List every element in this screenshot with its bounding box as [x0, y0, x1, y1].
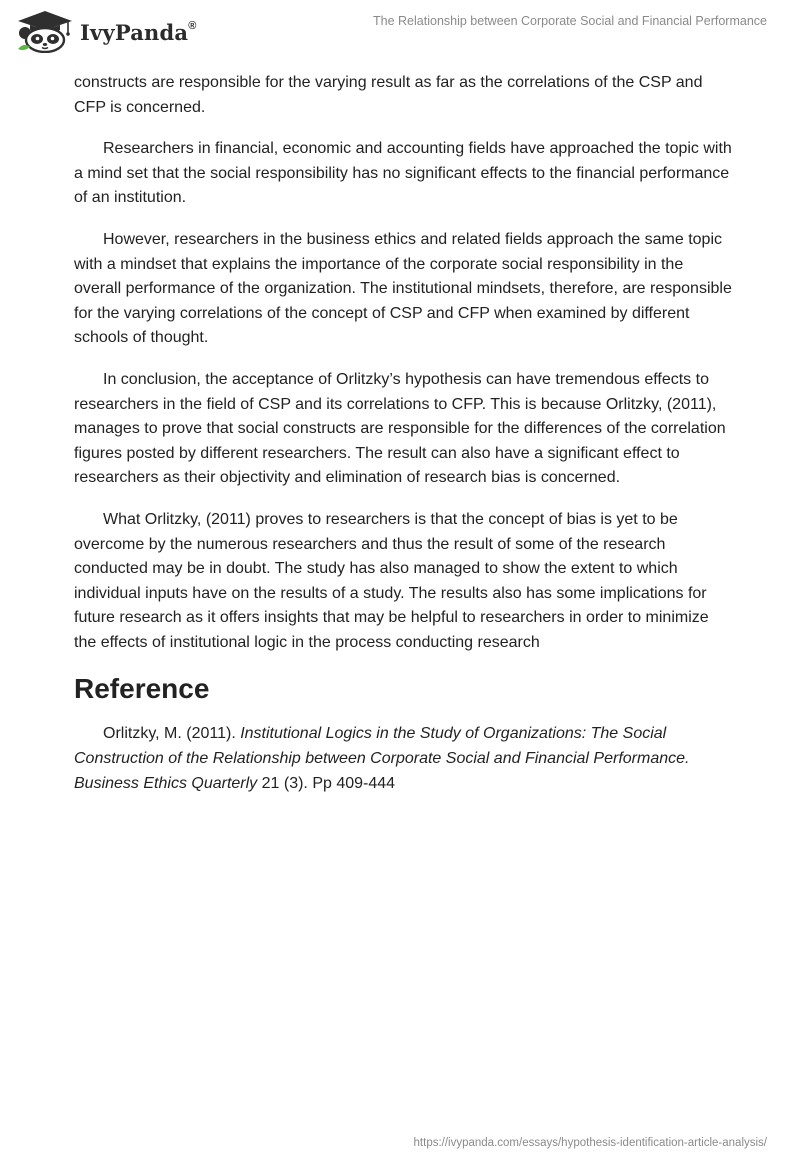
- reference-details: 21 (3). Pp 409-444: [257, 774, 396, 792]
- running-title: The Relationship between Corporate Social and Financial Performance: [373, 14, 767, 28]
- brand-name: IvyPanda®: [80, 19, 197, 45]
- reference-author-year: Orlitzky, M. (2011).: [103, 725, 241, 743]
- page-header: [0, 0, 800, 62]
- source-url[interactable]: https://ivypanda.com/essays/hypothesis-identification-article-analysis/: [413, 1137, 767, 1149]
- panda-graduate-icon: [16, 9, 74, 53]
- body-paragraph: constructs are responsible for the varying result as far as the correlations of the CSP and CFP is concerned.: [74, 74, 703, 116]
- brand-logo[interactable]: [16, 9, 197, 53]
- reference-heading: Reference: [74, 673, 210, 705]
- body-paragraph: However, researchers in the business ethics and related fields approach the same topic with a mindset that explains the importance of the corporate social responsibility in the overall performance of the organization. The institutional mindsets, therefore, are responsible for the varying correlations of the concept of CSP and CFP when examined by different schools of thought.: [74, 230, 732, 347]
- registered-mark: ®: [188, 19, 197, 32]
- body-paragraph: Researchers in financial, economic and accounting fields have approached the topic with a mind set that the social responsibility has no significant effects to the financial performance of an institution.: [74, 140, 732, 207]
- reference-title: Institutional Logics in the Study of Organizations: The Social Construction of the Relationship between Corporate Social and Financial Performance. Business Ethics Quarterly: [74, 725, 690, 792]
- body-paragraph: What Orlitzky, (2011) proves to researchers is that the concept of bias is yet to be overcome by the numerous researchers and thus the result of some of the research conducted may be in doubt. The study has also managed to show the extent to which individual inputs have on the results of a study. The results also has some implications for future research as it offers insights that may be helpful to researchers in order to minimize the effects of institutional logic in the process conducting research: [74, 510, 709, 651]
- reference-entry: [74, 722, 734, 796]
- essay-content: [74, 71, 734, 813]
- body-paragraph: In conclusion, the acceptance of Orlitzky’s hypothesis can have tremendous effects to researchers in the field of CSP and its correlations to CFP. This is because Orlitzky, (2011), manages to prove that social constructs are responsible for the differences of the correlation figures posted by different researchers. The result can also have a significant effect to researchers as their objectivity and elimination of research bias is concerned.: [74, 370, 726, 487]
